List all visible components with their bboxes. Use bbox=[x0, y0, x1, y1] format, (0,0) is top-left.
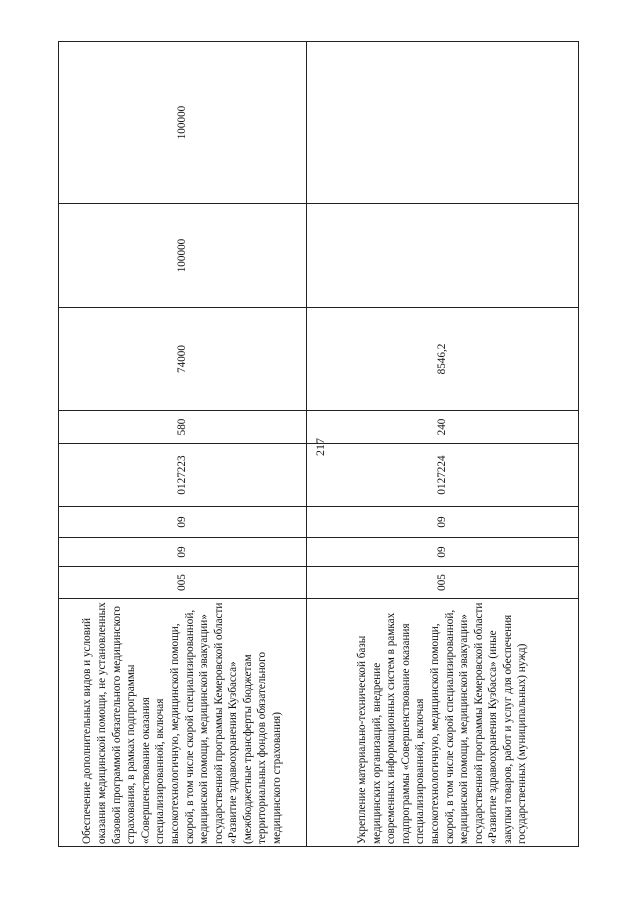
table-rotation-wrapper bbox=[58, 42, 578, 847]
subsection-code: 09 bbox=[307, 507, 579, 538]
amount-year-3 bbox=[307, 42, 579, 204]
amount-year-1: 8546,2 bbox=[307, 308, 579, 411]
rotated-table-container bbox=[58, 42, 578, 847]
table-row bbox=[59, 42, 307, 847]
amount-year-3: 100000 bbox=[59, 42, 307, 204]
row-description: Укрепление материально-технической базы медицинских организаций, внедрение современных информационных систем в рамках подпрограммы «Совершенствование оказания специализированной, включая высокотехнологичную, медицинской помощи, скорой, в том числе скорой специализированной, медицинской помощи, медицинской эвакуации» государственной программы Кемеровской области «Развитие здравоохранения Кузбасса» (иные закупки товаров, работ и услуг для обеспечения государственных (муниципальных) нужд) bbox=[307, 599, 579, 847]
section-code: 09 bbox=[307, 538, 579, 567]
expense-type-code: 580 bbox=[59, 411, 307, 444]
ministry-code: 005 bbox=[307, 567, 579, 599]
amount-year-2 bbox=[307, 204, 579, 308]
subsection-code: 09 bbox=[59, 507, 307, 538]
budget-table bbox=[58, 41, 579, 847]
amount-year-2: 100000 bbox=[59, 204, 307, 308]
target-article-code: 0127224 bbox=[307, 444, 579, 507]
table-row bbox=[307, 42, 579, 847]
section-code: 09 bbox=[59, 538, 307, 567]
expense-type-code: 240 bbox=[307, 411, 579, 444]
target-article-code: 0127223 bbox=[59, 444, 307, 507]
row-description: Обеспечение дополнительных видов и условий оказания медицинской помощи, не установленных базовой программой обязательного медицинского страхования, в рамках подпрограммы «Совершенствование оказания специализированной, включая высокотехнологичную, медицинской помощи, скорой, в том числе скорой специализированной, медицинской помощи, медицинской эвакуации» государственной программы Кемеровской области «Развитие здравоохранения Кузбасса» (межбюджетные трансферты бюджетам территориальных фондов обязательного медицинского страхования) bbox=[59, 599, 307, 847]
ministry-code: 005 bbox=[59, 567, 307, 599]
page-number: 217 bbox=[313, 438, 327, 456]
amount-year-1: 74000 bbox=[59, 308, 307, 411]
